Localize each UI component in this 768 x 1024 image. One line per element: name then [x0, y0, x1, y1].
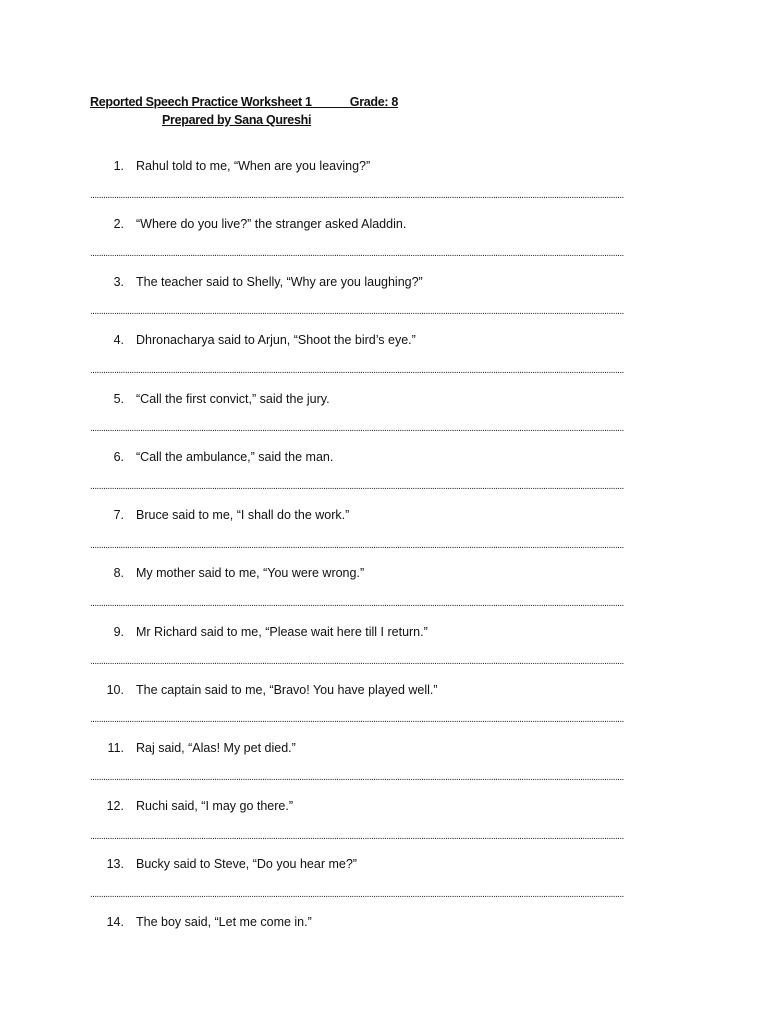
question-text: “Call the first convict,” said the jury. [136, 392, 330, 406]
answer-line[interactable]: ..................................................................................................................................................................................................................................................... [90, 423, 624, 434]
question-item [0, 505, 768, 525]
question-text: Rahul told to me, “When are you leaving?” [136, 159, 371, 173]
question-item [0, 796, 768, 816]
question-item [0, 912, 768, 932]
question-text: Mr Richard said to me, “Please wait here till I return.” [136, 625, 428, 639]
question-item [0, 854, 768, 874]
question-item [0, 214, 768, 234]
question-text: Bucky said to Steve, “Do you hear me?” [136, 857, 357, 871]
answer-line[interactable]: ..................................................................................................................................................................................................................................................... [90, 889, 624, 900]
question-item [0, 389, 768, 409]
answer-line[interactable]: ..................................................................................................................................................................................................................................................... [90, 248, 624, 259]
question-text: The boy said, “Let me come in.” [136, 915, 312, 929]
question-text: “Call the ambulance,” said the man. [136, 450, 334, 464]
question-number: 13. [106, 857, 124, 871]
answer-line[interactable]: ..................................................................................................................................................................................................................................................... [90, 772, 624, 783]
answer-line[interactable]: ..................................................................................................................................................................................................................................................... [90, 365, 624, 376]
question-item [0, 680, 768, 700]
question-number: 1. [113, 159, 124, 173]
question-text: Bruce said to me, “I shall do the work.” [136, 508, 350, 522]
question-item [0, 272, 768, 292]
question-number: 3. [113, 275, 124, 289]
question-number: 9. [113, 625, 124, 639]
question-number: 8. [113, 566, 124, 580]
question-item [0, 622, 768, 642]
answer-line[interactable]: ..................................................................................................................................................................................................................................................... [90, 306, 624, 317]
answer-line[interactable]: ..................................................................................................................................................................................................................................................... [90, 540, 624, 551]
question-text: My mother said to me, “You were wrong.” [136, 566, 365, 580]
question-item [0, 447, 768, 467]
question-item [0, 330, 768, 350]
question-number: 14. [106, 915, 124, 929]
question-number: 4. [113, 333, 124, 347]
question-item [0, 156, 768, 176]
answer-line[interactable]: ..................................................................................................................................................................................................................................................... [90, 598, 624, 609]
question-text: Ruchi said, “I may go there.” [136, 799, 294, 813]
question-text: Dhronacharya said to Arjun, “Shoot the bird’s eye.” [136, 333, 416, 347]
question-text: Raj said, “Alas! My pet died.” [136, 741, 296, 755]
prepared-by: Prepared by Sana Qureshi [162, 113, 312, 127]
question-text: The captain said to me, “Bravo! You have played well.” [136, 683, 438, 697]
worksheet-title: Reported Speech Practice Worksheet 1 Grade: 8 [90, 95, 399, 109]
question-number: 5. [113, 392, 124, 406]
question-item [0, 563, 768, 583]
answer-line[interactable]: ..................................................................................................................................................................................................................................................... [90, 190, 624, 201]
question-item [0, 738, 768, 758]
answer-line[interactable]: ..................................................................................................................................................................................................................................................... [90, 831, 624, 842]
answer-line[interactable]: ..................................................................................................................................................................................................................................................... [90, 481, 624, 492]
question-number: 7. [113, 508, 124, 522]
answer-line[interactable]: ..................................................................................................................................................................................................................................................... [90, 656, 624, 667]
question-text: The teacher said to Shelly, “Why are you laughing?” [136, 275, 423, 289]
question-number: 10. [106, 683, 124, 697]
question-number: 11. [107, 741, 124, 755]
question-number: 6. [113, 450, 124, 464]
answer-line[interactable]: ..................................................................................................................................................................................................................................................... [90, 714, 624, 725]
question-number: 2. [113, 217, 124, 231]
question-number: 12. [106, 799, 124, 813]
question-text: “Where do you live?” the stranger asked Aladdin. [136, 217, 407, 231]
